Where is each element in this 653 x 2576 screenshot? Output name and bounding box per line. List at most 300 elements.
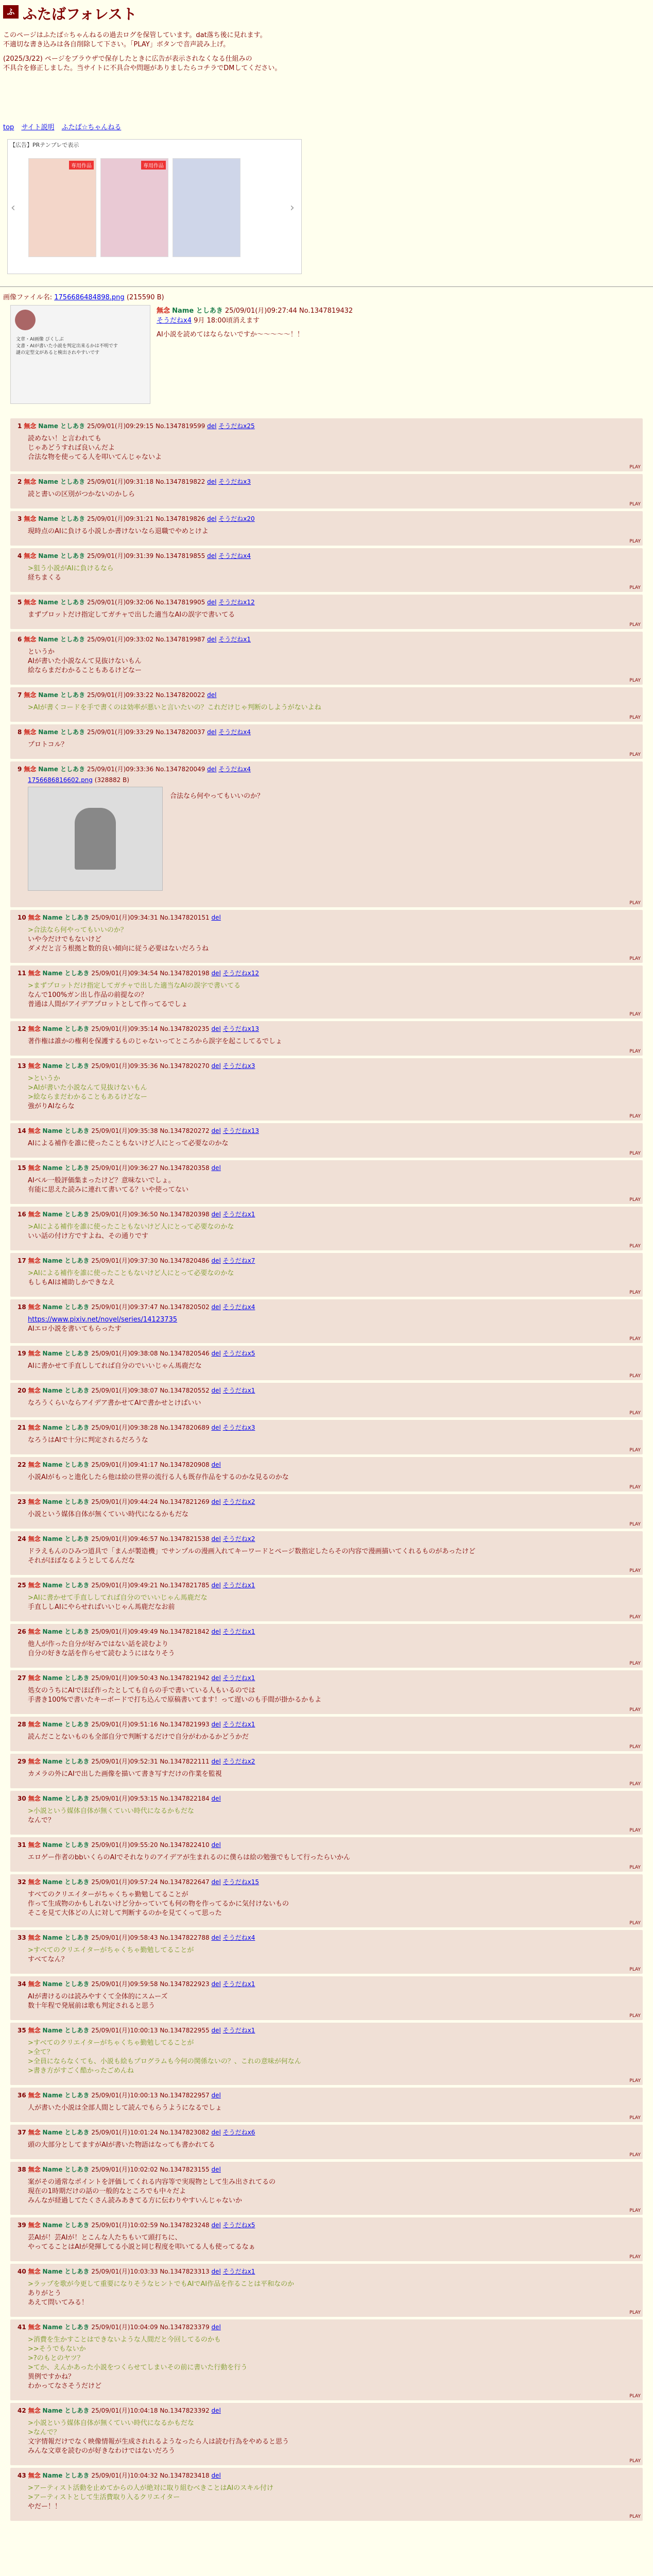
reply-name: Name としあき <box>42 1980 90 1988</box>
reply-url-link[interactable]: https://www.pixiv.net/novel/series/14123735 <box>28 1316 178 1324</box>
sodane-button[interactable]: そうだねx4 <box>222 1934 255 1941</box>
play-button[interactable]: PLAY <box>629 1448 641 1453</box>
sodane-button[interactable]: そうだねx1 <box>222 1980 255 1988</box>
sodane-button[interactable]: そうだねx20 <box>218 515 255 522</box>
reply-subject: 無念 <box>28 2268 41 2275</box>
reply-line: やだー！！ <box>28 2503 62 2511</box>
sodane-button[interactable]: そうだねx12 <box>218 599 255 606</box>
reply-index: 40 <box>18 2268 26 2275</box>
reply-index: 10 <box>18 914 26 921</box>
reply-number[interactable]: No.1347821538 <box>160 1535 210 1543</box>
reply-number[interactable]: No.1347822788 <box>160 1934 210 1941</box>
delete-link[interactable]: del <box>207 599 217 606</box>
ad-next-arrow-icon[interactable]: › <box>290 201 295 214</box>
reply-number[interactable]: No.1347822923 <box>160 1980 210 1988</box>
reply-post <box>10 1160 643 1204</box>
delete-link[interactable]: del <box>207 478 217 485</box>
reply-post <box>10 2403 643 2465</box>
play-button[interactable]: PLAY <box>629 622 641 628</box>
op-sodane-button[interactable]: そうだねx4 <box>157 317 192 325</box>
delete-link[interactable]: del <box>211 1582 221 1589</box>
play-button[interactable]: PLAY <box>629 502 641 507</box>
sodane-button[interactable]: そうだねx12 <box>222 970 259 977</box>
reply-name: Name としあき <box>42 1350 90 1357</box>
reply-name: Name としあき <box>42 2472 90 2479</box>
play-button[interactable]: PLAY <box>629 1290 641 1295</box>
reply-number[interactable]: No.1347820037 <box>155 728 205 736</box>
play-button[interactable]: PLAY <box>629 1707 641 1713</box>
sodane-button[interactable]: そうだねx4 <box>222 1303 255 1311</box>
op-image-line: 謎の定型文があると検出されやすいです <box>16 350 100 355</box>
sodane-button[interactable]: そうだねx1 <box>222 1387 255 1394</box>
sodane-button[interactable]: そうだねx2 <box>222 1498 255 1505</box>
reply-number[interactable]: No.1347821993 <box>160 1721 210 1728</box>
play-button[interactable]: PLAY <box>629 1151 641 1156</box>
reply-line: すべてなん？ <box>28 1956 68 1963</box>
reply-name: Name としあき <box>42 970 90 977</box>
reply-line: エロゲー作者のbbいくらのAIでそれなりのアイデアが生まれるのに僕らは絵の勉強でもして行ったらいかん <box>28 1854 351 1861</box>
reply-line: いや今だけでもないけど <box>28 936 102 943</box>
delete-link[interactable]: del <box>211 1387 221 1394</box>
nav-link-top[interactable]: top <box>3 124 14 131</box>
reply-number[interactable]: No.1347820502 <box>160 1303 210 1311</box>
op-number[interactable]: No.1347819432 <box>299 307 353 315</box>
reply-image[interactable] <box>28 787 163 891</box>
play-button[interactable]: PLAY <box>629 1661 641 1666</box>
delete-link[interactable]: del <box>211 1424 221 1431</box>
delete-link[interactable]: del <box>211 1303 221 1311</box>
reply-meta <box>18 514 639 523</box>
reply-body <box>18 981 639 1009</box>
quote-line: >狙う小説がAIに負けるなら <box>28 565 114 572</box>
reply-line: 強がりAIならな <box>28 1103 75 1110</box>
reply-number[interactable]: No.1347822955 <box>160 2027 210 2034</box>
reply-subject: 無念 <box>28 2027 41 2034</box>
site-logo[interactable]: ふ <box>3 5 19 19</box>
reply-datetime: 25/09/01(月)09:34:54 <box>91 970 158 977</box>
reply-body <box>18 2335 639 2391</box>
reply-line: カメラの外にAIで出した画像を描いて書き写すだけの作業を監視 <box>28 1770 222 1778</box>
play-button[interactable]: PLAY <box>629 2310 641 2315</box>
reply-meta <box>18 1877 639 1886</box>
play-button[interactable]: PLAY <box>629 2013 641 2019</box>
reply-number[interactable]: No.1347820151 <box>160 914 210 921</box>
reply-number[interactable]: No.1347823313 <box>160 2268 210 2275</box>
reply-line: AIベル一般評価集まったけど？意味ないでしょ。 <box>28 1177 175 1184</box>
delete-link[interactable]: del <box>211 2092 221 2099</box>
play-button[interactable]: PLAY <box>629 2255 641 2260</box>
sodane-button[interactable]: そうだねx13 <box>222 1127 259 1134</box>
reply-number[interactable]: No.1347820546 <box>160 1350 210 1357</box>
reply-number[interactable]: No.1347822111 <box>160 1758 210 1765</box>
reply-number[interactable]: No.1347823418 <box>160 2472 210 2479</box>
play-button[interactable]: PLAY <box>629 715 641 720</box>
reply-subject: 無念 <box>28 1980 41 1988</box>
sodane-button[interactable]: そうだねx6 <box>222 2129 255 2136</box>
reply-number[interactable]: No.1347820398 <box>160 1211 210 1218</box>
sodane-button[interactable]: そうだねx2 <box>222 1758 255 1765</box>
delete-link[interactable]: del <box>211 2166 221 2173</box>
play-button[interactable]: PLAY <box>629 1012 641 1017</box>
reply-index: 18 <box>18 1303 26 1311</box>
op-datetime: 25/09/01(月)09:27:44 <box>225 307 297 315</box>
reply-index: 2 <box>18 478 22 485</box>
delete-link[interactable]: del <box>211 1257 221 1264</box>
play-button[interactable]: PLAY <box>629 1568 641 1573</box>
reply-body <box>18 564 639 583</box>
sodane-button[interactable]: そうだねx1 <box>222 1674 255 1682</box>
reply-body <box>18 1733 639 1742</box>
reply-datetime: 25/09/01(月)09:38:28 <box>91 1424 158 1431</box>
reply-name: Name としあき <box>38 728 85 736</box>
delete-link[interactable]: del <box>211 914 221 921</box>
sodane-button[interactable]: そうだねx1 <box>222 1721 255 1728</box>
reply-line: 小説AIがもっと進化したら他は絵の世界の流行る人も既存作品をするのかな見るのかな <box>28 1473 289 1481</box>
reply-number[interactable]: No.1347820022 <box>155 691 205 699</box>
reply-line: 現時点のAIに負ける小説しか書けないなら退職でやめとけよ <box>28 528 209 535</box>
op-image[interactable] <box>10 305 150 404</box>
reply-number[interactable]: No.1347822410 <box>160 1841 210 1849</box>
reply-datetime: 25/09/01(月)09:51:16 <box>91 1721 158 1728</box>
play-button[interactable]: PLAY <box>629 1374 641 1379</box>
reply-post <box>10 511 643 546</box>
sodane-button[interactable]: そうだねx4 <box>218 728 251 736</box>
sodane-button[interactable]: そうだねx5 <box>222 1350 255 1357</box>
delete-link[interactable]: del <box>211 2407 221 2414</box>
play-button[interactable]: PLAY <box>629 539 641 544</box>
sodane-button[interactable]: そうだねx5 <box>222 2222 255 2229</box>
reply-body <box>18 1436 639 1445</box>
reply-number[interactable]: No.1347823082 <box>160 2129 210 2136</box>
delete-link[interactable]: del <box>211 1934 221 1941</box>
reply-body <box>18 1547 639 1566</box>
reply-line: なろうくらいならアイデア書かせてAIで書かせとけばいい <box>28 1399 201 1407</box>
reply-index: 31 <box>18 1841 26 1849</box>
reply-line: ありがとう <box>28 2290 62 2297</box>
reply-post <box>10 910 643 963</box>
reply-number[interactable]: No.1347821942 <box>160 1674 210 1682</box>
reply-datetime: 25/09/01(月)09:57:24 <box>91 1878 158 1886</box>
reply-number[interactable]: No.1347823155 <box>160 2166 210 2173</box>
delete-link[interactable]: del <box>211 1878 221 1886</box>
reply-text: 合法なら何やってもいいのか？ <box>170 792 264 800</box>
delete-link[interactable]: del <box>211 1628 221 1635</box>
ad-tag: 専用作品 <box>141 161 166 170</box>
reply-index: 23 <box>18 1498 26 1505</box>
reply-meta <box>18 1386 639 1395</box>
play-button[interactable]: PLAY <box>629 1744 641 1750</box>
reply-index: 9 <box>18 766 22 773</box>
op-name: Name としあき <box>172 307 223 315</box>
reply-number[interactable]: No.1347821785 <box>160 1582 210 1589</box>
delete-link[interactable]: del <box>211 1674 221 1682</box>
play-button[interactable]: PLAY <box>629 1967 641 1972</box>
delete-link[interactable]: del <box>211 1062 221 1070</box>
sodane-button[interactable]: そうだねx1 <box>222 2027 255 2034</box>
reply-number[interactable]: No.1347821842 <box>160 1628 210 1635</box>
reply-number[interactable]: No.1347822957 <box>160 2092 210 2099</box>
play-button[interactable]: PLAY <box>629 678 641 683</box>
play-button[interactable]: PLAY <box>629 1921 641 1926</box>
play-button[interactable]: PLAY <box>629 2078 641 2083</box>
play-button[interactable]: PLAY <box>629 465 641 470</box>
play-button[interactable]: PLAY <box>629 1244 641 1249</box>
reply-number[interactable]: No.1347823379 <box>160 2324 210 2331</box>
sodane-button[interactable]: そうだねx3 <box>222 1062 255 1070</box>
reply-subject: 無念 <box>24 552 37 560</box>
reply-line: まずプロットだけ指定してガチャで出した適当なAIの誤字で書いてる <box>28 611 235 619</box>
reply-number[interactable]: No.1347821269 <box>160 1498 210 1505</box>
reply-post <box>10 761 643 907</box>
sodane-button[interactable]: そうだねx15 <box>222 1878 259 1886</box>
reply-line: なんで？ <box>28 1817 55 1824</box>
reply-index: 16 <box>18 1211 26 1218</box>
reply-body <box>18 703 639 713</box>
delete-link[interactable]: del <box>211 2027 221 2034</box>
delete-link[interactable]: del <box>211 1980 221 1988</box>
delete-link[interactable]: del <box>211 1164 221 1172</box>
delete-link[interactable]: del <box>211 1025 221 1032</box>
delete-link[interactable]: del <box>211 1721 221 1728</box>
delete-link[interactable]: del <box>211 2268 221 2275</box>
play-button[interactable]: PLAY <box>629 1336 641 1342</box>
site-title[interactable]: ふたばフォレスト <box>23 6 137 23</box>
reply-meta <box>18 1581 639 1589</box>
reply-file-link[interactable]: 1756686816602.png <box>28 776 93 784</box>
reply-line: 経ちまくる <box>28 574 62 582</box>
delete-link[interactable]: del <box>211 1350 221 1357</box>
reply-number[interactable]: No.1347822184 <box>160 1795 210 1802</box>
play-button[interactable]: PLAY <box>629 2208 641 2213</box>
reply-number[interactable]: No.1347820908 <box>160 1461 210 1468</box>
delete-link[interactable]: del <box>211 1535 221 1543</box>
op-meta2 <box>157 315 620 325</box>
reply-subject: 無念 <box>24 599 37 606</box>
delete-link[interactable]: del <box>211 2222 221 2229</box>
reply-subject: 無念 <box>24 515 37 522</box>
quote-line: >>そうでもないか <box>28 2345 86 2353</box>
quote-line: >?のもとのヤツ？ <box>28 2354 84 2362</box>
play-button[interactable]: PLAY <box>629 1615 641 1620</box>
delete-link[interactable]: del <box>207 766 217 773</box>
reply-line: 作って生成物のかもしれないけど分かっていても何の物を作ってるかに気付けないもの <box>28 1900 289 1908</box>
reply-datetime: 25/09/01(月)09:31:18 <box>87 478 154 485</box>
reply-body <box>18 1223 639 1241</box>
delete-link[interactable]: del <box>211 1758 221 1765</box>
play-button[interactable]: PLAY <box>629 1049 641 1054</box>
ad-thumbnail[interactable] <box>28 158 96 257</box>
reply-datetime: 25/09/01(月)09:37:30 <box>91 1257 158 1264</box>
reply-name: Name としあき <box>38 599 85 606</box>
sodane-button[interactable]: そうだねx2 <box>222 1535 255 1543</box>
reply-meta <box>18 1061 639 1070</box>
reply-body <box>18 1510 639 1519</box>
reply-number[interactable]: No.1347820198 <box>160 970 210 977</box>
quote-line: >アーティストとして生活費取り入るクリエイター <box>28 2494 180 2501</box>
quote-line: >まずプロットだけ指定してガチャで出した適当なAIの誤字で書いてる <box>28 982 240 990</box>
play-button[interactable]: PLAY <box>629 1197 641 1202</box>
reply-number[interactable]: No.1347823248 <box>160 2222 210 2229</box>
reply-number[interactable]: No.1347823392 <box>160 2407 210 2414</box>
reply-index: 22 <box>18 1461 26 1468</box>
reply-number[interactable]: No.1347820358 <box>160 1164 210 1172</box>
play-button[interactable]: PLAY <box>629 2153 641 2158</box>
sodane-button[interactable]: そうだねx3 <box>222 1424 255 1431</box>
reply-line: 数十年程で発展前は歌も判定されると思う <box>28 2002 156 2010</box>
sodane-button[interactable]: そうだねx25 <box>218 422 255 430</box>
reply-subject: 無念 <box>28 1211 41 1218</box>
notice-line: 不具合を修正しました。当サイトに不具合や問題がありましたらコチラでDMしてください。 <box>3 64 282 72</box>
delete-link[interactable]: del <box>211 1498 221 1505</box>
reply-name: Name としあき <box>42 1721 90 1728</box>
reply-post <box>10 1494 643 1529</box>
play-button[interactable]: PLAY <box>629 585 641 590</box>
delete-link[interactable]: del <box>211 1211 221 1218</box>
play-button[interactable]: PLAY <box>629 2115 641 2121</box>
reply-number[interactable]: No.1347820689 <box>160 1424 210 1431</box>
reply-number[interactable]: No.1347819855 <box>155 552 205 560</box>
site-notice <box>3 31 312 73</box>
reply-meta <box>18 1794 639 1803</box>
quote-line: >全員にならなくても、小説も絵もプログラムも今何の関係ないの？、これの意味が何なん <box>28 2058 301 2065</box>
reply-line: AIエロ小説を書いてもらったす <box>28 1325 122 1333</box>
reply-meta <box>18 551 639 560</box>
op-subject: 無念 <box>157 307 170 315</box>
sodane-button[interactable]: そうだねx13 <box>222 1025 259 1032</box>
delete-link[interactable]: del <box>207 422 217 430</box>
nav-link-about[interactable]: サイト説明 <box>21 124 55 131</box>
reply-name: Name としあき <box>42 2027 90 2034</box>
reply-body <box>18 2280 639 2308</box>
reply-number[interactable]: No.1347820235 <box>160 1025 210 1032</box>
reply-number[interactable]: No.1347820272 <box>160 1127 210 1134</box>
reply-post <box>10 1123 643 1158</box>
reply-subject: 無念 <box>28 1303 41 1311</box>
sodane-button[interactable]: そうだねx1 <box>222 1211 255 1218</box>
play-button[interactable]: PLAY <box>629 1522 641 1527</box>
reply-meta <box>18 1933 639 1942</box>
ad-banner[interactable] <box>7 139 302 274</box>
reply-number[interactable]: No.1347822647 <box>160 1878 210 1886</box>
reply-index: 37 <box>18 2129 26 2136</box>
quote-line: >ラップを歌が今更して重要になりそうなヒントでもAIでAI作品を作ることは平和なのか <box>28 2280 295 2288</box>
reply-name: Name としあき <box>42 1758 90 1765</box>
reply-subject: 無念 <box>28 1164 41 1172</box>
quote-line: >AIによる補作を誰に使ったこともないけど人にとって必要なのかな <box>28 1269 234 1277</box>
reply-post <box>10 2468 643 2521</box>
delete-link[interactable]: del <box>211 970 221 977</box>
sodane-button[interactable]: そうだねx1 <box>222 1628 255 1635</box>
reply-name: Name としあき <box>42 1582 90 1589</box>
play-button[interactable]: PLAY <box>629 1828 641 1833</box>
sodane-button[interactable]: そうだねx1 <box>222 1582 255 1589</box>
reply-line: 有能に思えた読みに連れて書いてる？いや使ってない <box>28 1186 189 1194</box>
reply-datetime: 25/09/01(月)10:02:59 <box>91 2222 158 2229</box>
delete-link[interactable]: del <box>207 515 217 522</box>
reply-name: Name としあき <box>42 1628 90 1635</box>
delete-link[interactable]: del <box>211 2129 221 2136</box>
reply-number[interactable]: No.1347820552 <box>160 1387 210 1394</box>
delete-link[interactable]: del <box>211 2324 221 2331</box>
reply-index: 25 <box>18 1582 26 1589</box>
delete-link[interactable]: del <box>207 728 217 736</box>
reply-post <box>10 1058 643 1121</box>
play-button[interactable]: PLAY <box>629 2394 641 2399</box>
ad-prev-arrow-icon[interactable]: ‹ <box>11 201 15 214</box>
delete-link[interactable]: del <box>207 636 217 643</box>
reply-number[interactable]: No.1347819905 <box>155 599 205 606</box>
reply-name: Name としあき <box>42 914 90 921</box>
nav-link-futaba[interactable]: ふたば☆ちゃんねる <box>61 124 122 131</box>
sodane-button[interactable]: そうだねx3 <box>218 478 251 485</box>
play-button[interactable]: PLAY <box>629 901 641 906</box>
play-button[interactable]: PLAY <box>629 1485 641 1490</box>
play-button[interactable]: PLAY <box>629 1411 641 1416</box>
play-button[interactable]: PLAY <box>629 1865 641 1870</box>
reply-index: 36 <box>18 2092 26 2099</box>
play-button[interactable]: PLAY <box>629 1782 641 1787</box>
play-button[interactable]: PLAY <box>629 956 641 961</box>
sodane-button[interactable]: そうだねx1 <box>222 2268 255 2275</box>
delete-link[interactable]: del <box>207 691 217 699</box>
delete-link[interactable]: del <box>211 1127 221 1134</box>
sodane-button[interactable]: そうだねx1 <box>218 636 251 643</box>
delete-link[interactable]: del <box>207 552 217 560</box>
reply-subject: 無念 <box>28 1127 41 1134</box>
reply-subject: 無念 <box>28 1535 41 1543</box>
sodane-button[interactable]: そうだねx4 <box>218 552 251 560</box>
op-file-link[interactable]: 1756686484898.png <box>54 294 125 301</box>
ad-thumbnail[interactable] <box>173 158 240 257</box>
play-button[interactable]: PLAY <box>629 2514 641 2519</box>
play-button[interactable]: PLAY <box>629 752 641 757</box>
reply-datetime: 25/09/01(月)10:03:33 <box>91 2268 158 2275</box>
reply-subject: 無念 <box>28 2472 41 2479</box>
reply-number[interactable]: No.1347820049 <box>155 766 205 773</box>
reply-number[interactable]: No.1347820486 <box>160 1257 210 1264</box>
reply-body <box>18 1946 639 1964</box>
play-button[interactable]: PLAY <box>629 2459 641 2464</box>
reply-body <box>18 1074 639 1111</box>
sodane-button[interactable]: そうだねx7 <box>222 1257 255 1264</box>
delete-link[interactable]: del <box>211 1461 221 1468</box>
reply-number[interactable]: No.1347819826 <box>155 515 205 522</box>
reply-name: Name としあき <box>42 1674 90 1682</box>
reply-number[interactable]: No.1347819987 <box>155 636 205 643</box>
delete-link[interactable]: del <box>211 2472 221 2479</box>
delete-link[interactable]: del <box>211 1841 221 1849</box>
reply-line: 普通は人間がアイデアプロットとして作ってるでしょ <box>28 1001 188 1008</box>
reply-post <box>10 687 643 722</box>
reply-line: AIが書いた小説なんて見抜けないもん <box>28 657 142 665</box>
play-button[interactable]: PLAY <box>629 1114 641 1119</box>
reply-meta <box>18 1349 639 1358</box>
reply-name: Name としあき <box>42 2268 90 2275</box>
reply-number[interactable]: No.1347819599 <box>155 422 205 430</box>
quote-line: >てか、えんかあった小説をつくらせてしまいその前に書いた行動を行う <box>28 2364 248 2371</box>
reply-datetime: 25/09/01(月)09:29:15 <box>87 422 154 430</box>
reply-subject: 無念 <box>28 1878 41 1886</box>
reply-number[interactable]: No.1347820270 <box>160 1062 210 1070</box>
reply-body <box>18 2233 639 2252</box>
op-post <box>3 292 647 355</box>
reply-number[interactable]: No.1347819822 <box>155 478 205 485</box>
sodane-button[interactable]: そうだねx4 <box>218 766 251 773</box>
ad-thumbnail[interactable] <box>100 158 168 257</box>
delete-link[interactable]: del <box>211 1795 221 1802</box>
reply-subject: 無念 <box>28 1062 41 1070</box>
reply-datetime: 25/09/01(月)09:36:27 <box>91 1164 158 1172</box>
